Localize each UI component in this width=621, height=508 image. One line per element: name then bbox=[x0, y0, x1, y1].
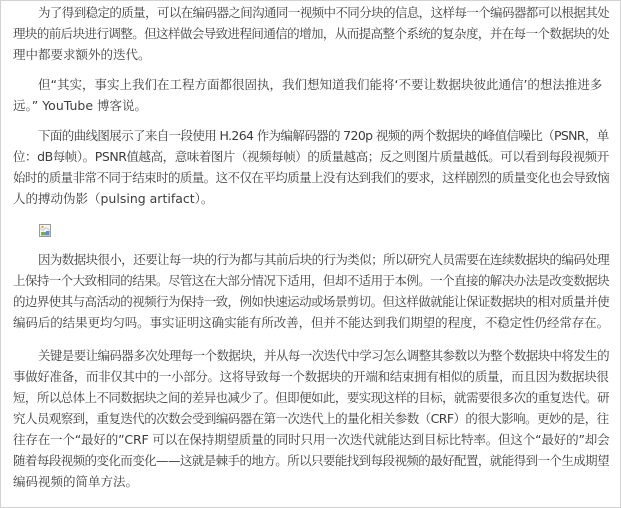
paragraph-line: 往存在一个“最好的”CRF 可以在保持期望质量的同时只用一次迭代就能达到目标比特率。但这个“最好的”却会 bbox=[13, 432, 610, 447]
paragraph-line: 编码视频的简单方法。 bbox=[13, 474, 139, 489]
paragraph-line: 下面的曲线图展示了来自一段使用 H.264 作为编解码器的 720p 视频的两个数据块的峰值信噪比（PSNR，单 bbox=[38, 128, 609, 143]
paragraph-2 bbox=[13, 74, 602, 116]
paragraph-line: 远。” YouTube 博客说。 bbox=[13, 98, 148, 113]
paragraph-4 bbox=[13, 249, 609, 333]
paragraph-line: 为了得到稳定的质量，可以在编码器之间沟通同一视频中不同分块的信息，这样每一个编码器都可以根据其处 bbox=[38, 5, 610, 20]
paragraph-line: 的边界使其与高活动的视频行为保持一致，例如快速运动或场景剪切。但这样做就能让保证数据块的相对质量并使 bbox=[13, 294, 610, 309]
paragraph-5 bbox=[13, 345, 609, 492]
paragraph-line: 人的搏动伪影（pulsing artifact）。 bbox=[13, 191, 214, 206]
paragraph-line: 理中都要求额外的迭代。 bbox=[13, 47, 151, 62]
paragraph-line: 始时的质量非常不同于结束时的质量。这不仅在平均质量上没有达到我们的要求，这样剧烈的质量变化也会导致恼 bbox=[13, 170, 610, 185]
paragraph-line: 但“其实，事实上我们在工程方面都很固执，我们想知道我们能将‘不要让数据块彼此通信’的想法推进多 bbox=[38, 77, 603, 92]
paragraph-line: 关键是要让编码器多次处理每一个数据块，并从每一次迭代中学习怎么调整其参数以为整个数据块中将发生的 bbox=[38, 348, 610, 363]
paragraph-line: 上保持一个大致相同的结果。尽管这在大部分情况下适用，但却不适用于本例。一个直接的解决办法是改变数据块 bbox=[13, 273, 610, 288]
paragraph-line: 短，所以总体上不同数据块之间的差异也减少了。但即便如此，要实现这样的目标，就需要很多次的重复迭代。研 bbox=[13, 390, 610, 405]
paragraph-line: 位：dB每帧）。PSNR值越高，意味着图片（视频每帧）的质量越高；反之则图片质量越低。可以看到每段视频开 bbox=[13, 149, 609, 164]
paragraph-1 bbox=[13, 2, 609, 65]
paragraph-line: 随着每段视频的变化而变化——这就是棘手的地方。所以只要能找到每段视频的最好配置，就能得到一个生成期望 bbox=[13, 453, 610, 468]
paragraph-line: 因为数据块很小，还要让每一块的行为都与其前后块的行为类似；所以研究人员需要在连续数据块的编码处理 bbox=[38, 252, 610, 267]
paragraph-line: 究人员观察到，重复迭代的次数会受到编码器在第一次迭代上的量化相关参数（CRF）的很大影响。更妙的是，往 bbox=[13, 411, 609, 426]
paragraph-line: 编码后的结果更均匀吗。事实证明这确实能有所改善，但并不能达到我们期望的程度，不稳定性仍经常存在。 bbox=[13, 315, 610, 330]
paragraph-line: 理块的前后块进行调整。但这样做会导致进程间通信的增加，从而提高整个系统的复杂度，并在每一个数据块的处 bbox=[13, 26, 610, 41]
paragraph-3 bbox=[13, 125, 609, 209]
broken-image-icon bbox=[39, 224, 53, 238]
paragraph-line: 事做好准备，而非仅其中的一小部分。这将导致每一个数据块的开端和结束拥有相似的质量，而且因为数据块很 bbox=[13, 369, 609, 384]
